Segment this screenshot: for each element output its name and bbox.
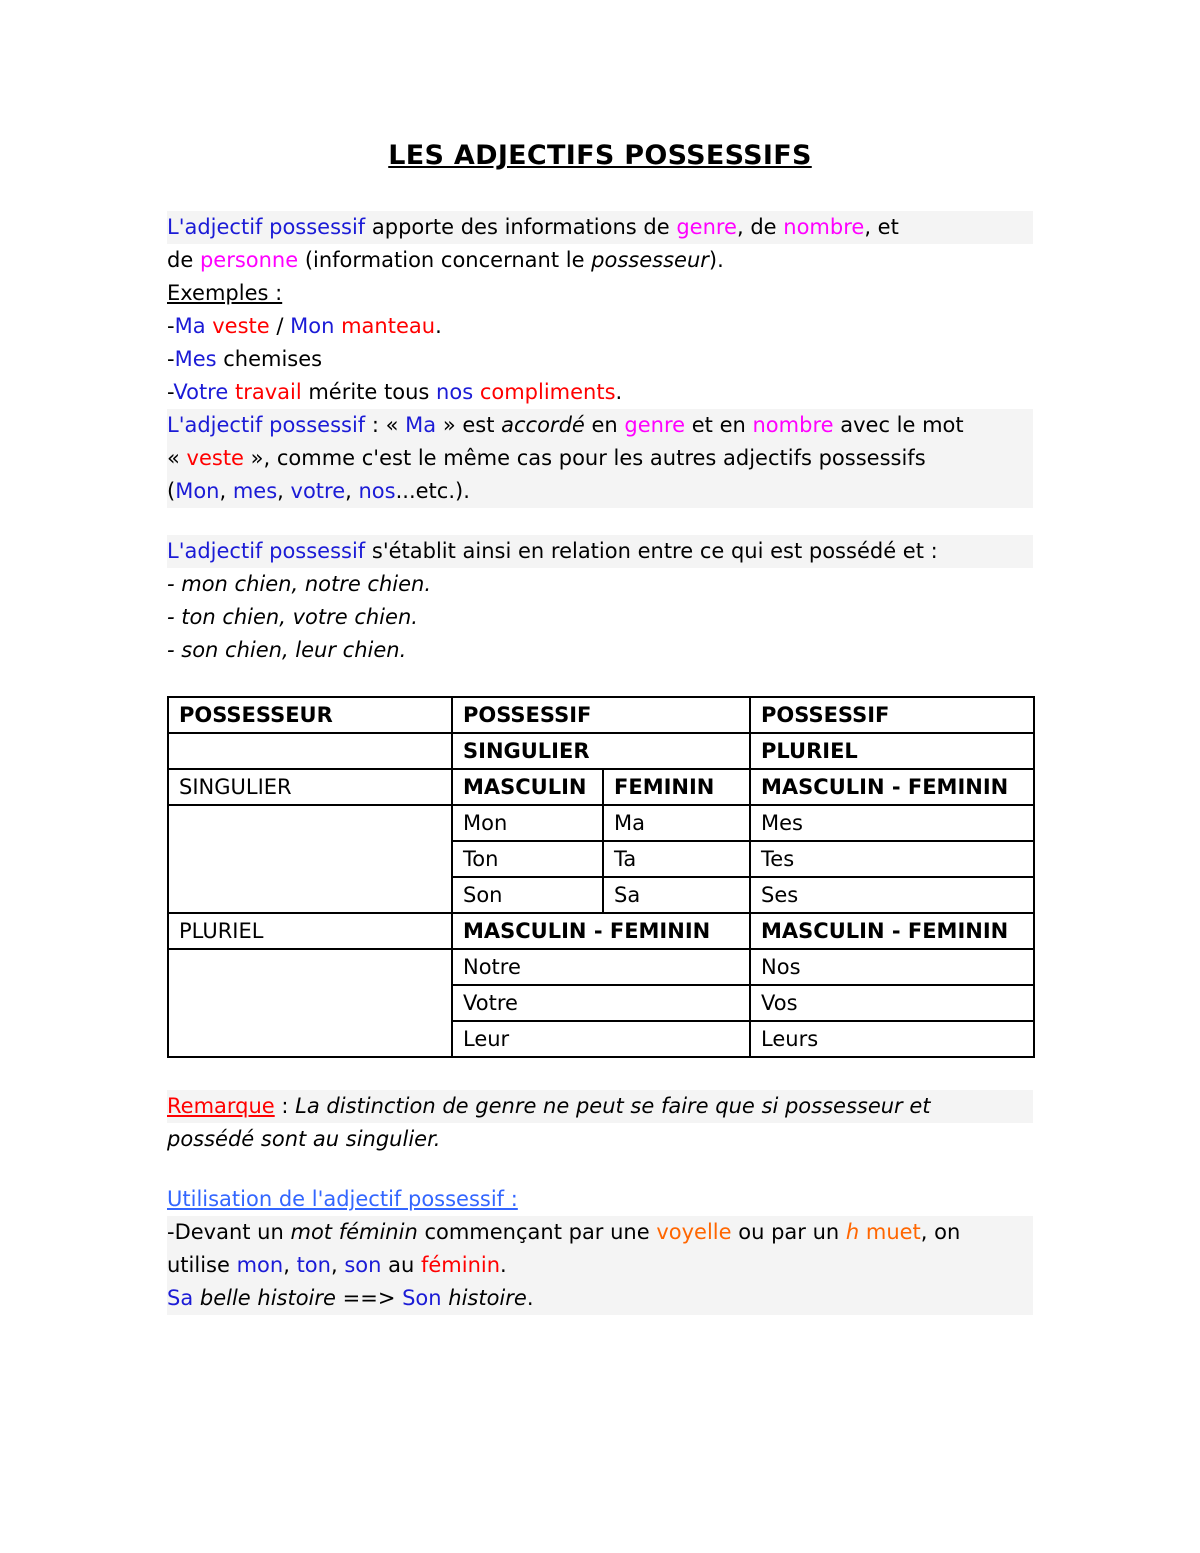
table-header: SINGULIER [452,733,750,769]
agreement-line-3 [167,475,1033,508]
possessive: Mon [175,479,220,503]
page-title: LES ADJECTIFS POSSESSIFS [388,140,812,171]
keyword: h [845,1220,860,1244]
table-cell: Leur [452,1021,750,1057]
text: ( [167,479,176,503]
table-row [168,733,1034,769]
italic-text: La distinction de genre ne peut se faire que si possesseur et [295,1094,931,1118]
text: , on [920,1220,961,1244]
text: mérite tous [301,380,437,404]
text: ...etc.). [395,479,470,503]
term: L'adjectif possessif [167,413,366,437]
table-cell: Notre [452,949,750,985]
keyword: personne [199,248,299,272]
table-cell: FEMININ [603,769,750,805]
text: avec le mot [833,413,964,437]
keyword: féminin [420,1253,501,1277]
table-cell: Ton [452,841,603,877]
term: L'adjectif possessif [167,215,366,239]
table-cell: Ta [603,841,750,877]
text: , [330,1253,345,1277]
text: / [269,314,291,338]
table-cell: Mes [750,805,1034,841]
noun: veste [186,446,244,470]
table-cell: MASCULIN - FEMININ [750,769,1034,805]
italic-text: possesseur [591,248,709,272]
italic-text: mot féminin [290,1220,418,1244]
spacer [167,508,1033,535]
possessive: votre [290,479,346,503]
text: , [219,479,233,503]
table-cell: Ma [603,805,750,841]
possessive: mon [236,1253,284,1277]
text: : « [365,413,406,437]
text: : [274,1094,296,1118]
usage-line-3 [167,1282,1033,1315]
table-row [168,949,1034,985]
text: -Devant un [167,1220,291,1244]
text: commençant par une [417,1220,657,1244]
text: , et [864,215,899,239]
text: . [526,1286,534,1310]
example-2 [167,343,1033,376]
text: , [283,1253,297,1277]
italic-text: accordé [501,413,585,437]
possessive: Votre [173,380,229,404]
usage-heading: Utilisation de l'adjectif possessif : [167,1187,518,1211]
text: en [584,413,625,437]
text: au [381,1253,421,1277]
text: chemises [216,347,323,371]
table-cell: MASCULIN - FEMININ [452,913,750,949]
relation-item: - son chien, leur chien. [167,638,407,662]
possessive: nos [358,479,396,503]
text: s'établit ainsi en relation entre ce qui est possédé et : [365,539,938,563]
text: , de [736,215,784,239]
table-header: POSSESSEUR [168,697,452,733]
text: - [167,380,174,404]
text: » est [436,413,502,437]
relation-item: - ton chien, votre chien. [167,605,418,629]
document-page [167,140,1033,1315]
remark-label: Remarque [167,1094,275,1118]
relation-item: - mon chien, notre chien. [167,572,432,596]
intro-line-2 [167,244,1033,277]
possessive: Ma [174,314,206,338]
text: . [500,1253,507,1277]
agreement-line-2 [167,442,1033,475]
table-header: POSSESSIF [750,697,1034,733]
text: », comme c'est le même cas pour les autres adjectifs possessifs [243,446,926,470]
noun: compliments [473,380,616,404]
noun: veste [205,314,270,338]
agreement-line-1 [167,409,1033,442]
text: et en [685,413,753,437]
remark-line-2: possédé sont au singulier. [167,1127,441,1151]
text: ). [708,248,724,272]
text: « [167,446,187,470]
keyword: nombre [783,215,865,239]
possessive: Sa [167,1286,194,1310]
italic-text: histoire [441,1286,527,1310]
possessive: Son [402,1286,442,1310]
possessive: Ma [405,413,437,437]
table-cell: Sa [603,877,750,913]
remark-paragraph [167,1090,1033,1315]
text: . [435,314,442,338]
table-cell: Leurs [750,1021,1034,1057]
intro-paragraph [167,211,1033,667]
keyword: nombre [752,413,834,437]
table-cell: Mon [452,805,603,841]
text: , [345,479,359,503]
keyword: genre [676,215,737,239]
possessive: Mon [290,314,335,338]
table-row [168,913,1034,949]
table-cell: Tes [750,841,1034,877]
possessive-table [167,696,1035,1058]
table-row [168,769,1034,805]
text: utilise [167,1253,237,1277]
possessive: ton [296,1253,331,1277]
example-3 [167,376,1033,409]
usage-line-2 [167,1249,1033,1282]
relation-line [167,535,1033,568]
spacer [167,1156,1033,1183]
text: apporte des informations de [365,215,677,239]
keyword: muet [859,1220,921,1244]
table-cell: Nos [750,949,1034,985]
term: L'adjectif possessif [167,539,366,563]
intro-line-1 [167,211,1033,244]
table-row [168,697,1034,733]
table-header: POSSESSIF [452,697,750,733]
table-cell: SINGULIER [168,769,452,805]
possessive: mes [232,479,278,503]
possessive: Mes [174,347,217,371]
possessive: son [344,1253,382,1277]
examples-heading: Exemples : [167,281,283,305]
example-1 [167,310,1033,343]
text: - [167,314,175,338]
table-row [168,805,1034,841]
table-cell: PLURIEL [168,913,452,949]
table-cell: Votre [452,985,750,1021]
table-header: PLURIEL [750,733,1034,769]
usage-line-1 [167,1216,1033,1249]
italic-text: belle histoire ==> [193,1286,403,1310]
table-cell: Vos [750,985,1034,1021]
table-cell: MASCULIN [452,769,603,805]
possessive: nos [436,380,474,404]
table-cell: MASCULIN - FEMININ [750,913,1034,949]
table-cell [168,949,452,1057]
table-cell: Son [452,877,603,913]
text: de [167,248,200,272]
keyword: voyelle [656,1220,732,1244]
text: - [167,347,175,371]
remark-line-1 [167,1090,1033,1123]
table-cell [168,805,452,913]
text: (information concernant le [298,248,592,272]
keyword: genre [624,413,686,437]
text: ou par un [731,1220,846,1244]
table-cell [168,733,452,769]
table-cell: Ses [750,877,1034,913]
noun: travail [228,380,302,404]
text: , [277,479,291,503]
text: . [615,380,623,404]
noun: manteau [334,314,436,338]
